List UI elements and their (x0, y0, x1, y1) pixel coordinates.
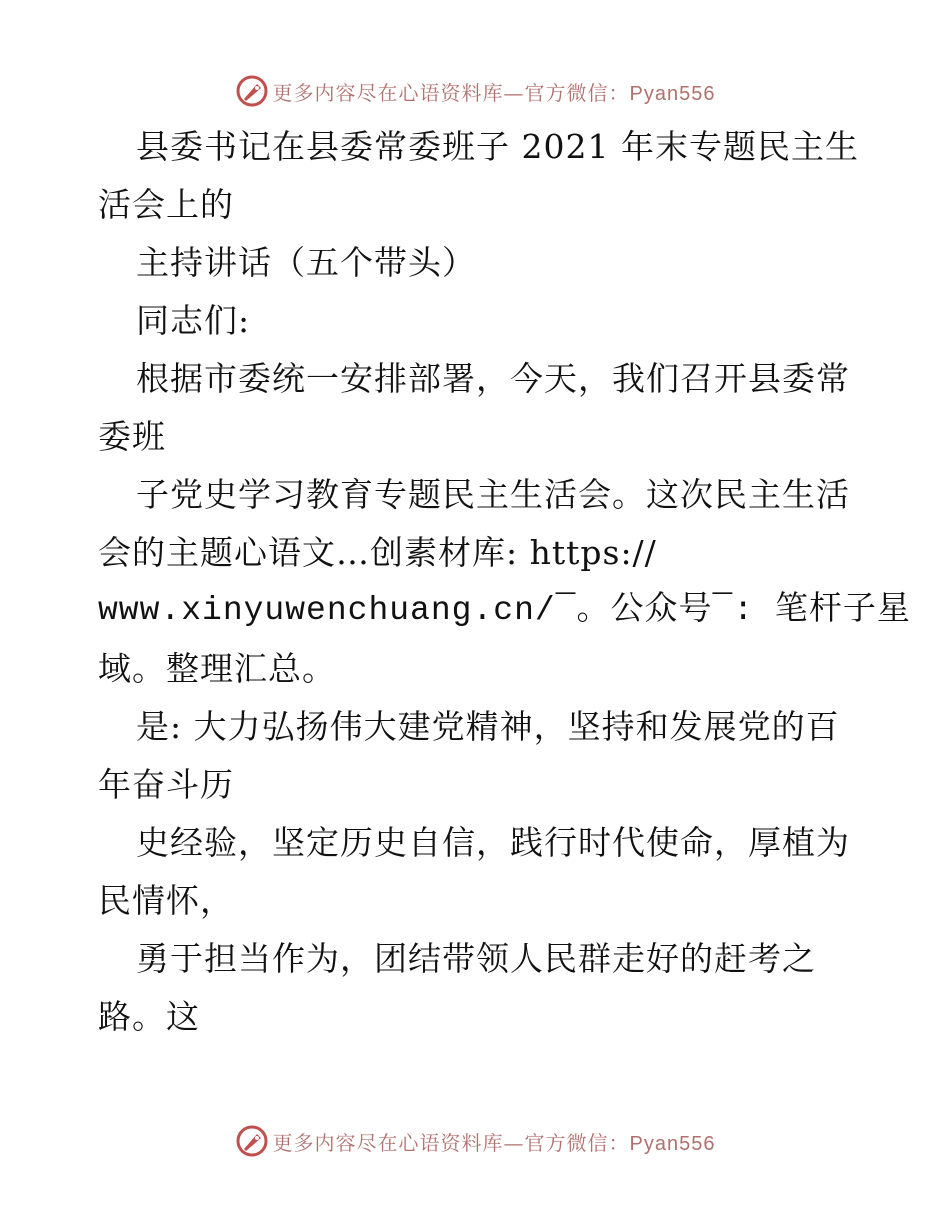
body-line: 民情怀， (98, 881, 234, 920)
pen-nib-circle-icon (235, 74, 269, 108)
body-line: 活会上的 (98, 185, 234, 224)
header-promo: 更多内容尽在心语资料库—官方微信： (272, 80, 630, 105)
body-line: 史经验，坚定历史自信，践行时代使命，厚植为 (136, 823, 850, 862)
body-line: 根据市委统一安排部署，今天，我们召开县委常 (136, 359, 850, 398)
body-line: 域。整理汇总。 (98, 649, 336, 688)
body-line: 年奋斗历 (98, 765, 234, 804)
body-line: www.xinyuwenchuang.cn/¯。公众号¯: 笔杆子星 (98, 592, 911, 629)
header-wechat-id: Pyan556 (629, 82, 716, 105)
body-line: 县委书记在县委常委班子 2021 年末专题民主生 (136, 127, 859, 166)
body-line: 子党史学习教育专题民主生活会。这次民主生活 (136, 475, 850, 514)
footer-text (273, 1127, 716, 1156)
footer-promo: 更多内容尽在心语资料库—官方微信： (272, 1130, 630, 1155)
body-line: 会的主题心语文…创素材库: https:// (98, 533, 657, 572)
header-banner (0, 71, 950, 111)
body-line: 委班 (98, 417, 166, 456)
body-line: 勇于担当作为，团结带领人民群走好的赶考之 (136, 939, 816, 978)
body-line: 是: 大力弘扬伟大建党精神，坚持和发展党的百 (136, 707, 840, 746)
body-line: 路。这 (98, 997, 200, 1036)
pen-nib-circle-icon (235, 1124, 269, 1158)
footer-wechat-id: Pyan556 (629, 1132, 716, 1155)
body-line: 主持讲话（五个带头） (136, 243, 476, 282)
body-line: 同志们: (136, 301, 251, 340)
footer-banner (0, 1121, 950, 1161)
document-body (98, 118, 911, 1046)
header-text (273, 77, 716, 106)
